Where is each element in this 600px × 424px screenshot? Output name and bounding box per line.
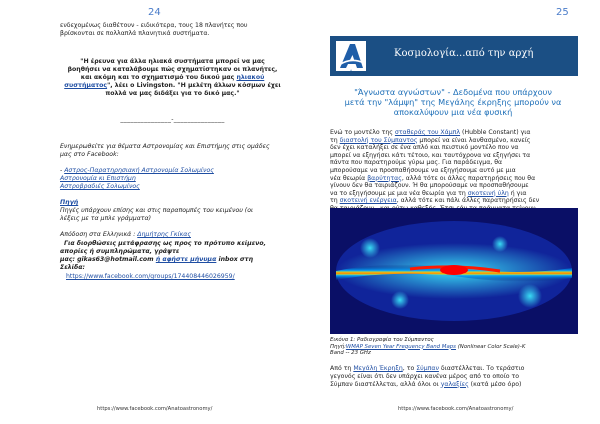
group-link-astrovradies[interactable]: Αστροβραδιές Σολωμίνος [60,183,140,190]
group-link-astros[interactable]: Αστρος-Παρατηρησιακή Αστρονομία Σολωμίνος [64,167,214,174]
corrections-line: Για διορθώσεις μετάφρασης ως προς το πρότυπο κείμενο, [64,240,267,247]
subtitle-line: αποκαλύψουν μια νέα φυσική [393,106,513,117]
paragraph-line: νέα θεωρία βαρύτητας, αλλά τότε οι άλλες παρατηρήσεις που θα [330,174,536,182]
image-caption [330,337,580,357]
group-link-item [60,175,290,183]
group-link-astronomy-science[interactable]: Αστρονομία κι Επιστήμη [60,175,136,182]
wmap-radiograph-image [330,208,578,334]
group-links-list [60,167,290,191]
quote-line: "Η έρευνα για άλλα ηλιακά συστήματα μπορεί να μας [80,58,265,65]
paragraph-line: μπορεί να εξηγήσει κάτι τέτοιο, και ταυτόχρονα να εξηγήσει τα [330,151,531,159]
source-line: λέξεις με τα μπλε γράμματα) [60,215,151,222]
source-paragraph [60,207,292,223]
quote-line: συστήματος", λέει ο Livingston. "Η μελέτη άλλων κόσμων έχει [64,82,281,89]
subtitle-line: μετά την "λάμψη" της Μεγάλης έκρηξης μπορούν να [344,96,562,107]
paragraph-line: τη σκοτεινή ενέργεια, αλλά τότε και πάλι άλλες παρατηρήσεις δεν [330,197,540,205]
translator-link[interactable]: Δημήτρης Γκίκας [137,231,191,238]
paragraph-line: πάντα που παρατηρούμε γύρω μας. Για παράδειγμα, θα [330,159,503,167]
separator: _______________-_______________ [120,116,225,123]
corrections-paragraph [60,240,292,272]
page-footer: https://www.facebook.com/Anatoastronomy/ [97,406,213,412]
right-page [300,0,600,424]
inline-link[interactable]: σταθεράς του Χάμπλ [394,129,461,136]
facebook-group-link[interactable]: https://www.facebook.com/groups/174408446026959/ [66,273,235,280]
caption-line: Εικόνα 1: Ραδιογραφία του Σύμπαντος [330,337,434,343]
section-banner [330,36,578,76]
group-link-item [60,183,290,191]
groups-line: μας στο Facebook: [60,151,119,158]
article-subtitle [338,88,568,117]
section-title: Κοσμολογία...από την αρχή [394,48,534,59]
wmap-source-link[interactable]: WMAP Seven Year Frequency Band Maps [345,343,456,350]
paragraph-line: δεν έχει καταλήξει σε ένα απλό και πειστικό μοντέλο που να [330,144,519,152]
paragraph-line: γίνουν δεν θα ταιριάζουν. Ή θα μπορούσαμε να προσπαθήσουμε [330,182,529,190]
solar-system-link[interactable]: ηλιακού [236,74,265,81]
page-footer: https://www.facebook.com/Anatoastronomy/ [398,406,514,412]
quote-line: πολλά να μας διδάξει για το δικό μας." [105,90,240,97]
closing-line: γεγονός είναι ότι δεν υπάρχει κανένα μέρος από το οποίο το [330,372,520,380]
corrections-line: απορίες ή συμπληρώματα, γράψτε [60,248,180,255]
paragraph-line: να το εξηγήσουμε με μια νέα θεωρία για τη σκοτεινή ύλη ή για [330,189,527,197]
galaxies-link[interactable]: γαλαξίες [440,380,469,388]
big-bang-link[interactable]: Μεγάλη Έκρηξη [353,365,403,372]
corrections-line: μας: gikas63@hotmail.com ή αφήστε μήνυμα inbox στη [60,256,254,263]
cosmology-logo-icon [336,41,366,71]
source-heading: Πηγή [60,199,79,206]
logo-letter: A [350,70,352,71]
page-number: 25 [556,7,569,18]
groups-paragraph [60,143,292,159]
closing-line: Σύμπαν διαστέλλεται, αλλά όλοι οι γαλαξίες (κατά μέσο όρο) [330,380,522,388]
page-number: 24 [148,7,161,18]
message-link[interactable]: ή αφήστε μήνυμα [155,256,217,263]
closing-paragraph [330,365,582,388]
caption-line: Πηγή:WMAP Seven Year Frequency Band Maps (Nonlinear Color Scale)-K [330,343,526,350]
solar-system-link[interactable]: συστήματος [64,82,108,89]
subtitle-line: "Άγνωστα αγνώστων" - Δεδομένα που υπάρχουν [354,87,552,97]
corrections-line: Σελίδα: [60,264,85,271]
paragraph-line: Ενώ το μοντέλο της σταθεράς του Χάμπλ (Hubble Constant) για [330,129,531,136]
paragraph-line: μπορούσαμε να προσπαθήσουμε να εξηγήσουμε αυτό με μια [330,166,516,174]
translation-credit: Απόδοση στα Ελληνικά : Δημήτρης Γκίκας [60,231,191,238]
intro-line: ενδεχομένως διαθέτουν - ειδικότερα, τους 18 πλανήτες που [60,22,248,29]
source-line: Πηγές υπάρχουν επίσης και στις παραπομπές του κειμένου (οι [60,207,254,214]
wmap-sky-map [330,208,578,334]
inline-link[interactable]: σκοτεινή ύλη [467,189,509,197]
livingston-quote [60,58,285,98]
paragraph-line: τη διαστολή του Σύμπαντος μπορεί να είναι λανθασμένο, κανείς [330,136,531,144]
inline-link[interactable]: διαστολή του Σύμπαντος [339,136,418,144]
quote-line: βοηθήσει να καταλάβουμε πώς σχηματίστηκαν οι πλανήτες, [67,66,278,73]
inline-link[interactable]: βαρύτητας [367,174,402,182]
intro-paragraph [60,22,290,38]
caption-line: Band -- 23 GHz [330,350,371,357]
closing-line: Από τη Μεγάλη Έκρηξη, το Σύμπαν διαστέλλεται. Το τεράστιο [330,365,525,372]
inline-link[interactable]: σκοτεινή ενέργεια [339,197,397,205]
group-link-item: - Αστρος-Παρατηρησιακή Αστρονομία Σολωμίνος [60,167,214,174]
universe-link[interactable]: Σύμπαν [416,365,439,372]
intro-line: βρίσκονται σε πολλαπλά πλανητικά συστήματα. [60,30,210,37]
quote-line: και ακόμη και το σχηματισμό του δικού μας ηλιακού [80,74,265,81]
groups-line: Ενημερωθείτε για θέματα Αστρονομίας και Επιστήμης στις ομάδες [60,143,270,150]
